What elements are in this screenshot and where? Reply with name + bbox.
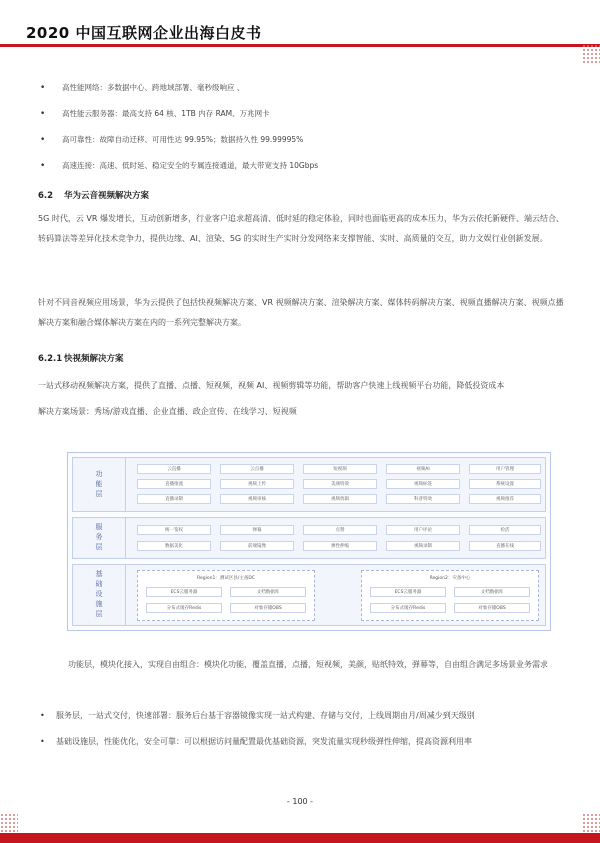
- paragraph: 解决方案场景：秀场/游戏直播、企业直播、政企宣传、在线学习、短视频: [38, 407, 297, 416]
- footer-rule: [0, 833, 600, 843]
- region-title: Region2：灾备中心: [429, 576, 471, 581]
- diagram-cell: 用户管理: [469, 464, 541, 474]
- page-header-title: 2020 中国互联网企业出海白皮书: [26, 24, 262, 42]
- list-item: • 基础设施层，性能优化，安全可靠：可以根据访问量配置最优基础资源，突发流量实现秒级弹性伸缩，提高资源利用率: [40, 732, 570, 752]
- list-item: • 高性能云服务器：最高支持 64 核、1TB 内存 RAM、万兆网卡: [40, 105, 560, 131]
- diagram-cell: 视频剪辑: [303, 494, 377, 504]
- paragraph: 功能层，模块化接入，实现自由组合：模块化功能，覆盖直播，点播，短视频，美颜，贴纸特效，弹幕等，自由组合满足多场景业务需求: [68, 660, 548, 669]
- paragraph: 5G 时代，云 VR 爆发增长，互动创新增多，行业客户追求超高清、低时延的稳定体验，同时也面临更高的成本压力，华为云依托新硬件、端云结合、转码算法等差异化技术竞争力，提供边缘、AI、渲染、5G 的实时生产实时分发网络来支撑智能、实时、高质量的交互，助力文娱行业创新发展。: [38, 214, 564, 243]
- diagram-cell: 系统设置: [469, 479, 541, 489]
- diagram-cell: 点赞: [303, 525, 377, 535]
- section-number: 6.2: [38, 191, 54, 201]
- list-item: • 高可靠性：故障自动迁移、可用性达 99.95%；数据持久性 99.99995%: [40, 131, 560, 157]
- section-heading-6-2-1: [38, 352, 124, 364]
- diagram-cell: 弹幕: [220, 525, 294, 535]
- diagram-cell: 文档数据库: [454, 587, 530, 597]
- paragraph: 针对不同音视频应用场景，华为云提供了包括快视频解决方案、VR 视频解决方案、渲染解决方案、媒体转码解决方案、视频直播解决方案、视频点播解决方案和融合媒体解决方案在内的一系列完整解决方案。: [38, 298, 564, 327]
- layer-label: 服务层: [73, 518, 126, 558]
- diagram-cell: 对象存储OBS: [454, 603, 530, 613]
- diagram-cell: 直播在线: [469, 541, 541, 551]
- diagram-cell: 分布式缓存Redis: [370, 603, 446, 613]
- region-2: [361, 570, 539, 621]
- diagram-cell: 统一鉴权: [137, 525, 211, 535]
- diagram-cell: 短视频: [303, 464, 377, 474]
- list-item: • 高速连接：高速、低时延、稳定安全的专属连接通道，最大带宽支持 10Gbps: [40, 157, 560, 183]
- region-1: [137, 570, 315, 621]
- feature-bullet-list: [40, 79, 560, 183]
- diagram-cell: 数据美化: [137, 541, 211, 551]
- diagram-cell: 视频上传: [220, 479, 294, 489]
- diagram-cell: 文档数据库: [230, 587, 306, 597]
- diagram-cell: 科普特效: [386, 494, 460, 504]
- page-number: - 100 -: [286, 797, 314, 806]
- section-number: 6.2.1: [38, 354, 63, 364]
- diagram-cell: 直播推流: [137, 479, 211, 489]
- diagram-cell: 美颜特效: [303, 479, 377, 489]
- diagram-cell: 对象存储OBS: [230, 603, 306, 613]
- diagram-cell: 视频录制: [386, 541, 460, 551]
- diagram-cell: 直播录制: [137, 494, 211, 504]
- list-item: • 服务层，一站式交付，快速部署：服务后台基于容器镜像实现一站式构建、存储与交付，上线周期由月/周减少到天级别: [40, 706, 570, 726]
- section-heading-6-2: [38, 189, 149, 201]
- diagram-cell: 视频审核: [220, 494, 294, 504]
- decorative-dots: [582, 813, 600, 833]
- layer-label: 基础设施层: [73, 565, 126, 625]
- diagram-cell: 分布式缓存Redis: [146, 603, 222, 613]
- diagram-cell: ECS云服务器: [146, 587, 222, 597]
- layer-description-list: [40, 706, 570, 751]
- header-rule: [0, 44, 600, 47]
- diagram-cell: 云点播: [220, 464, 294, 474]
- architecture-diagram: [67, 452, 551, 631]
- diagram-cell: 弹性伸缩: [303, 541, 377, 551]
- diagram-cell: 视频AI: [386, 464, 460, 474]
- diagram-cell: 检活: [469, 525, 541, 535]
- list-item: • 高性能网络：多数据中心、跨地域部署、毫秒级响应 、: [40, 79, 560, 105]
- diagram-cell: 视频推荐: [469, 494, 541, 504]
- diagram-cell: 云直播: [137, 464, 211, 474]
- diagram-cell: ECS云服务器: [370, 587, 446, 597]
- region-title: Region1：测试区县/主备DC: [197, 576, 255, 581]
- decorative-dots: [582, 44, 600, 64]
- section-title: 快视频解决方案: [64, 354, 124, 364]
- decorative-dots: [0, 813, 18, 833]
- service-layer: [72, 517, 546, 559]
- section-title: 华为云音视频解决方案: [64, 191, 150, 201]
- diagram-cell: 用户评论: [386, 525, 460, 535]
- paragraph: 一站式移动视频解决方案，提供了直播、点播、短视频，视频 AI、视频剪辑等功能，帮助客户快速上线视频平台功能，降低投资成本: [38, 381, 505, 390]
- function-layer: [72, 457, 546, 512]
- diagram-cell: 前端镜像: [220, 541, 294, 551]
- layer-label: 功能层: [73, 458, 126, 511]
- diagram-cell: 视频标签: [386, 479, 460, 489]
- infrastructure-layer: [72, 564, 546, 626]
